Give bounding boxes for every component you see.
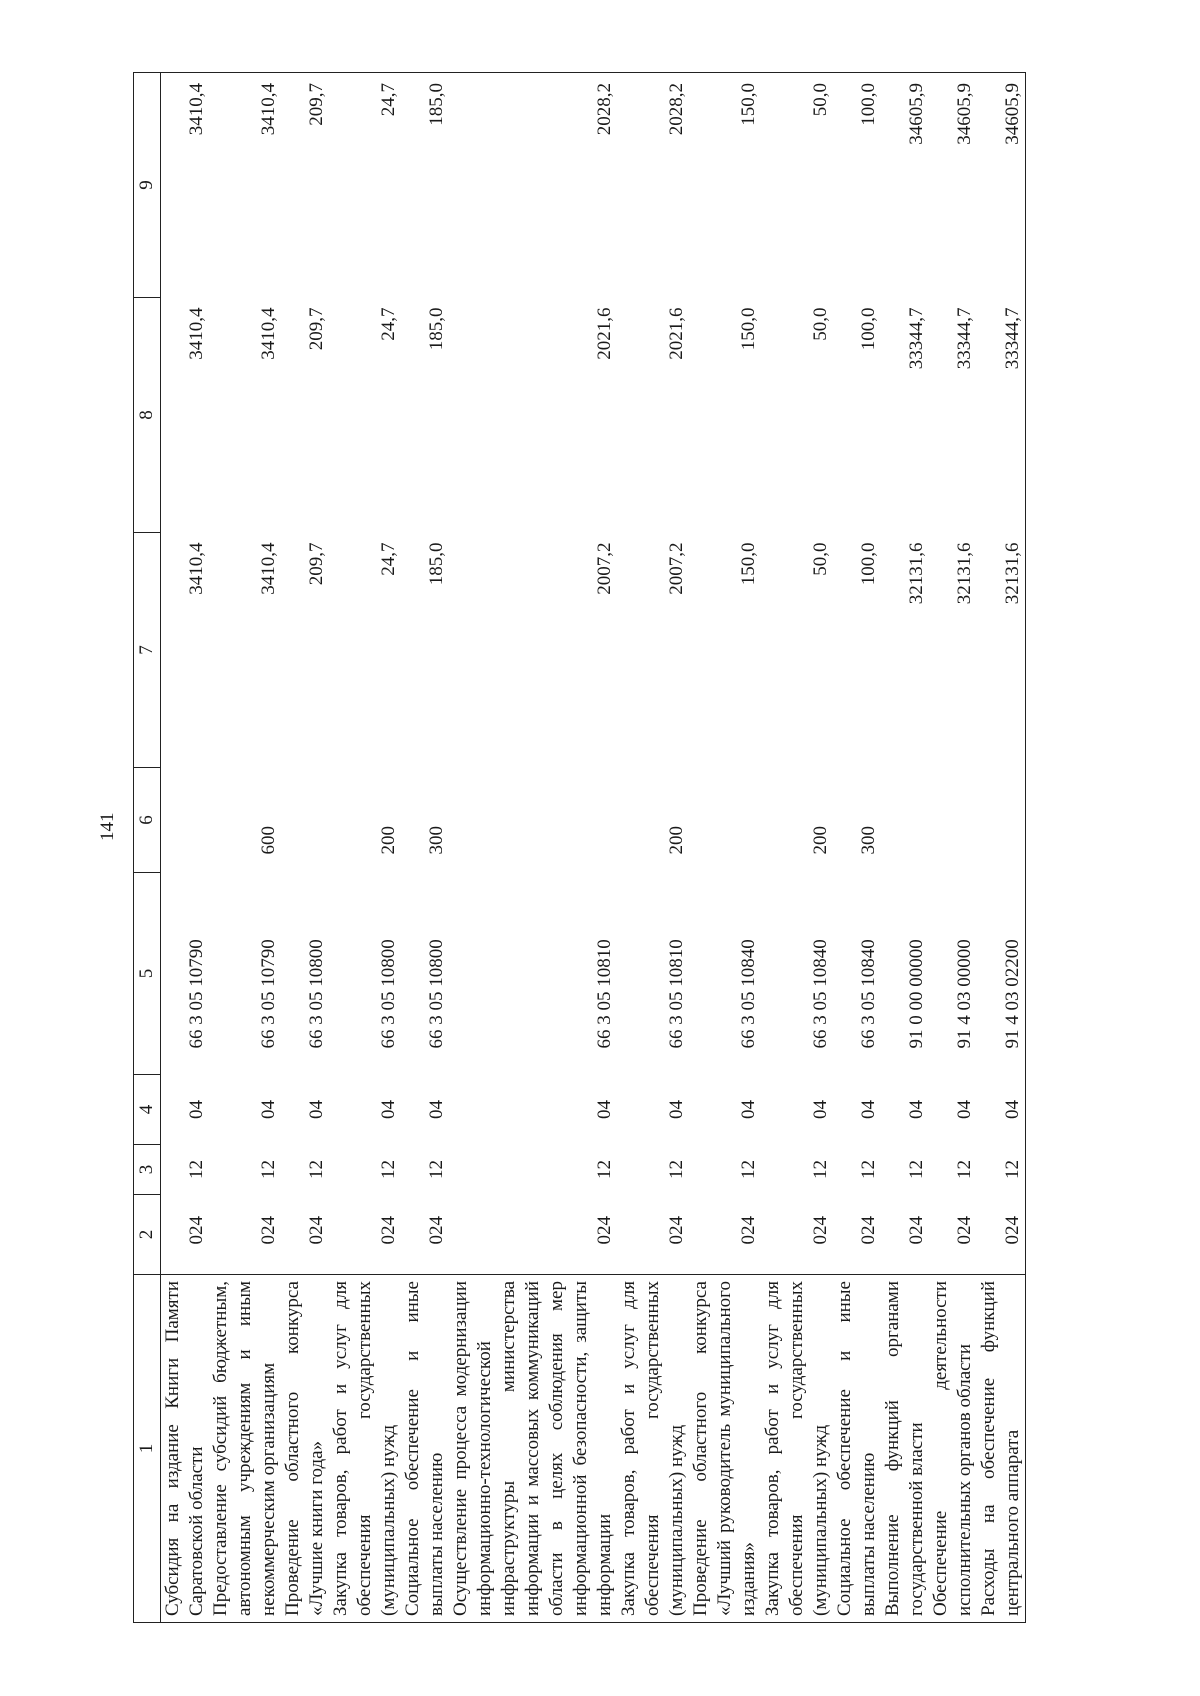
- cell-amount-year1: 100,0: [858, 542, 879, 586]
- cell-target-article: 66 3 05 10800: [426, 939, 447, 1049]
- row-description: Субсидия на издание Книги Памяти Саратовской области: [161, 1275, 210, 1623]
- column-header: 3: [134, 1145, 161, 1195]
- cell-subsection: 04: [594, 1100, 615, 1119]
- table-row: [449, 73, 617, 1623]
- cell-section: 12: [1002, 1160, 1023, 1179]
- cell-subsection: 04: [426, 1100, 447, 1119]
- cell-amount-year1: 3410,4: [258, 542, 279, 595]
- cell-amount-year3: 3410,4: [161, 73, 210, 298]
- cell-amount-year2: 2021,6: [666, 307, 687, 360]
- table-body: [161, 73, 1026, 1623]
- cell-expense-type: [281, 768, 329, 873]
- cell-subsection: 04: [378, 1100, 399, 1119]
- rotated-page-content: [133, 73, 1200, 1623]
- column-header: 7: [134, 533, 161, 768]
- cell-amount-year2: 2021,6: [594, 307, 615, 360]
- cell-amount-year1: 185,0: [426, 542, 447, 586]
- cell-ministry-code: 024: [858, 1216, 879, 1245]
- cell-amount-year1: 32131,6: [1002, 542, 1023, 605]
- cell-amount-year1: 32131,6: [906, 542, 927, 605]
- cell-section: 12: [810, 1160, 831, 1179]
- cell-amount-year3: 185,0: [401, 73, 449, 298]
- cell-amount-year2: 185,0: [426, 307, 447, 351]
- cell-expense-type: 200: [810, 826, 831, 855]
- cell-subsection: 04: [1002, 1100, 1023, 1119]
- cell-section: 12: [738, 1160, 759, 1179]
- cell-amount-year3: 34605,9: [881, 73, 929, 298]
- cell-amount-year1: 150,0: [738, 542, 759, 586]
- cell-target-article: 66 3 05 10840: [738, 939, 759, 1049]
- row-description: Социальное обеспечение и иные выплаты населению: [833, 1275, 881, 1623]
- table-row: [209, 73, 281, 1623]
- cell-amount-year2: 33344,7: [1002, 307, 1023, 370]
- cell-ministry-code: 024: [810, 1216, 831, 1245]
- cell-amount-year3: 209,7: [281, 73, 329, 298]
- cell-expense-type: 200: [666, 826, 687, 855]
- table-row: [401, 73, 449, 1623]
- cell-section: 12: [306, 1160, 327, 1179]
- column-header: 9: [134, 73, 161, 298]
- cell-section: 12: [378, 1160, 399, 1179]
- row-description: Закупка товаров, работ и услуг для обеспечения государственных (муниципальных) нужд: [617, 1275, 689, 1623]
- cell-ministry-code: 024: [666, 1216, 687, 1245]
- cell-section: 12: [858, 1160, 879, 1179]
- row-description: Закупка товаров, работ и услуг для обеспечения государственных (муниципальных) нужд: [761, 1275, 833, 1623]
- cell-expense-type: 300: [426, 826, 447, 855]
- table-row: [161, 73, 210, 1623]
- budget-table: [133, 72, 1026, 1623]
- cell-amount-year1: 50,0: [810, 542, 831, 576]
- row-description: Обеспечение деятельности исполнительных органов области: [929, 1275, 977, 1623]
- cell-amount-year2: 50,0: [810, 307, 831, 341]
- table-row: [977, 73, 1026, 1623]
- cell-ministry-code: 024: [954, 1216, 975, 1245]
- cell-amount-year2: 3410,4: [258, 307, 279, 360]
- cell-amount-year1: 2007,2: [666, 542, 687, 595]
- cell-section: 12: [906, 1160, 927, 1179]
- cell-ministry-code: 024: [378, 1216, 399, 1245]
- table-row: [881, 73, 929, 1623]
- cell-amount-year2: 24,7: [378, 307, 399, 341]
- cell-expense-type: 600: [258, 826, 279, 855]
- cell-target-article: 66 3 05 10790: [258, 939, 279, 1049]
- cell-expense-type: [929, 768, 977, 873]
- row-description: Проведение областного конкурса «Лучший руководитель муниципального издания»: [689, 1275, 761, 1623]
- cell-amount-year2: 100,0: [858, 307, 879, 351]
- cell-section: 12: [666, 1160, 687, 1179]
- cell-expense-type: 300: [858, 826, 879, 855]
- cell-subsection: 04: [810, 1100, 831, 1119]
- cell-subsection: 04: [186, 1100, 207, 1119]
- cell-amount-year2: 3410,4: [186, 307, 207, 360]
- cell-target-article: 66 3 05 10840: [810, 939, 831, 1049]
- table-row: [833, 73, 881, 1623]
- cell-section: 12: [426, 1160, 447, 1179]
- cell-amount-year1: 209,7: [306, 542, 327, 586]
- cell-amount-year1: 24,7: [378, 542, 399, 576]
- cell-target-article: 66 3 05 10790: [186, 939, 207, 1049]
- page-number: 141: [97, 812, 118, 841]
- cell-ministry-code: 024: [738, 1216, 759, 1245]
- cell-expense-type: [689, 768, 761, 873]
- cell-subsection: 04: [906, 1100, 927, 1119]
- row-description: Социальное обеспечение и иные выплаты населению: [401, 1275, 449, 1623]
- cell-target-article: 66 3 05 10800: [378, 939, 399, 1049]
- row-description: Расходы на обеспечение функций центрального аппарата: [977, 1275, 1026, 1623]
- cell-amount-year3: 2028,2: [617, 73, 689, 298]
- table-row: [281, 73, 329, 1623]
- table-row: [689, 73, 761, 1623]
- cell-amount-year3: 150,0: [689, 73, 761, 298]
- row-description: Предоставление субсидий бюджетным, автономным учреждениям и иным некоммерческим организациям: [209, 1275, 281, 1623]
- cell-subsection: 04: [666, 1100, 687, 1119]
- cell-amount-year1: 32131,6: [954, 542, 975, 605]
- cell-target-article: 91 4 03 02200: [1002, 939, 1023, 1049]
- cell-expense-type: [161, 768, 210, 873]
- table-row: [929, 73, 977, 1623]
- table-header-row: [134, 73, 161, 1623]
- cell-ministry-code: 024: [258, 1216, 279, 1245]
- column-header: 1: [134, 1275, 161, 1623]
- cell-amount-year2: 33344,7: [954, 307, 975, 370]
- cell-amount-year3: 34605,9: [977, 73, 1026, 298]
- cell-expense-type: [881, 768, 929, 873]
- cell-section: 12: [258, 1160, 279, 1179]
- cell-amount-year3: 34605,9: [929, 73, 977, 298]
- cell-ministry-code: 024: [426, 1216, 447, 1245]
- cell-target-article: 66 3 05 10800: [306, 939, 327, 1049]
- cell-amount-year3: 50,0: [761, 73, 833, 298]
- cell-ministry-code: 024: [906, 1216, 927, 1245]
- column-header: 4: [134, 1075, 161, 1145]
- cell-amount-year2: 150,0: [738, 307, 759, 351]
- row-description: Выполнение функций органами государственной власти: [881, 1275, 929, 1623]
- row-description: Проведение областного конкурса «Лучшие книги года»: [281, 1275, 329, 1623]
- cell-subsection: 04: [306, 1100, 327, 1119]
- cell-amount-year1: 2007,2: [594, 542, 615, 595]
- cell-target-article: 91 0 00 00000: [906, 939, 927, 1049]
- column-header: 8: [134, 298, 161, 533]
- cell-amount-year2: 209,7: [306, 307, 327, 351]
- cell-subsection: 04: [858, 1100, 879, 1119]
- cell-section: 12: [594, 1160, 615, 1179]
- column-header: 5: [134, 873, 161, 1075]
- cell-expense-type: 200: [378, 826, 399, 855]
- column-header: 2: [134, 1195, 161, 1275]
- cell-subsection: 04: [738, 1100, 759, 1119]
- cell-target-article: 66 3 05 10810: [594, 939, 615, 1049]
- cell-amount-year1: 3410,4: [186, 542, 207, 595]
- row-description: Закупка товаров, работ и услуг для обеспечения государственных (муниципальных) нужд: [329, 1275, 401, 1623]
- cell-subsection: 04: [954, 1100, 975, 1119]
- cell-ministry-code: 024: [1002, 1216, 1023, 1245]
- cell-amount-year3: 2028,2: [449, 73, 617, 298]
- cell-amount-year2: 33344,7: [906, 307, 927, 370]
- cell-amount-year3: 24,7: [329, 73, 401, 298]
- table-row: [329, 73, 401, 1623]
- cell-subsection: 04: [258, 1100, 279, 1119]
- cell-amount-year3: 3410,4: [209, 73, 281, 298]
- cell-amount-year3: 100,0: [833, 73, 881, 298]
- table-row: [617, 73, 689, 1623]
- cell-target-article: 66 3 05 10840: [858, 939, 879, 1049]
- cell-section: 12: [954, 1160, 975, 1179]
- cell-expense-type: [977, 768, 1026, 873]
- cell-ministry-code: 024: [306, 1216, 327, 1245]
- cell-ministry-code: 024: [186, 1216, 207, 1245]
- cell-section: 12: [186, 1160, 207, 1179]
- row-description: Осуществление процесса модернизации информационно-технологической инфраструктуры министерства информации и массовых коммуникаций области в целях соблюдения мер информационной безопасности, защиты информации: [449, 1275, 617, 1623]
- cell-target-article: 91 4 03 00000: [954, 939, 975, 1049]
- cell-target-article: 66 3 05 10810: [666, 939, 687, 1049]
- cell-expense-type: [449, 768, 617, 873]
- cell-ministry-code: 024: [594, 1216, 615, 1245]
- table-row: [761, 73, 833, 1623]
- column-header: 6: [134, 768, 161, 873]
